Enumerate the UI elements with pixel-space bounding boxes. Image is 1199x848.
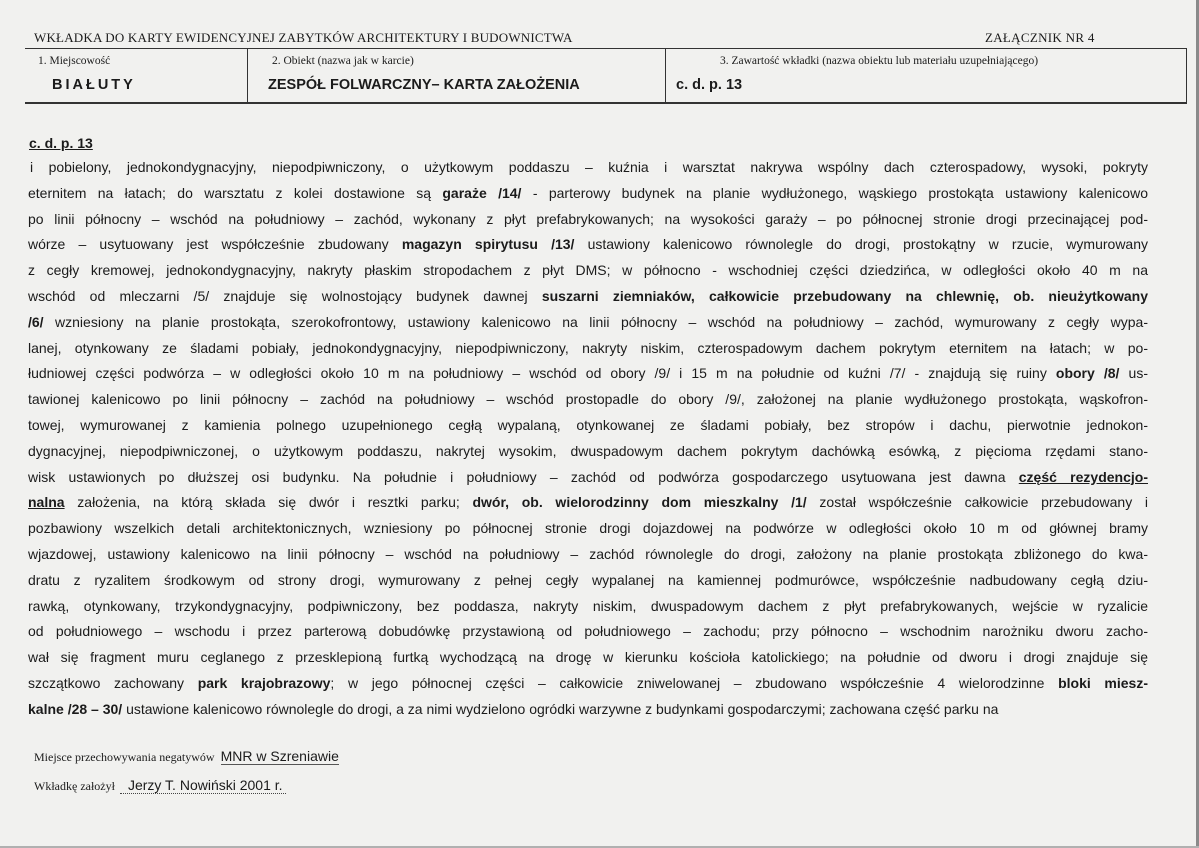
text-run: wzniesiony na planie prostokąta, szerokofrontowy, ustawiony kalenicowo na linii północny – wschód na południowy – zachód, wymurowany z cegły wypa- [43, 313, 1148, 330]
negatives-storage [34, 748, 339, 765]
text-line [28, 490, 1148, 516]
content-label: 3. Zawartość wkładki (nazwa obiektu lub materiału uzupełniającego) [720, 55, 1039, 67]
content-value: c. d. p. 13 [676, 77, 743, 93]
text-run: z cegły kremowej, jednokondygnacyjny, nakryty płaskim stropodachem z płyt DMS; w północno - wschodniej części dziedzińca, w odległości około 40 m na [28, 262, 1148, 279]
text-line [28, 516, 1148, 542]
text-run: założenia, na którą składa się dwór i resztki parku; [64, 494, 473, 511]
attachment-number: ZAŁĄCZNIK NR 4 [985, 30, 1095, 45]
text-run: od południowego – wschodu i przez parterową dobudówkę przystawioną od południowego – zachodu; przy północno – wschodnim narożniku dworu zacho- [28, 623, 1148, 640]
negatives-storage-label: Miejsce przechowywania negatywów [34, 750, 215, 764]
card-author-label: Wkładkę założył [34, 779, 115, 793]
text-run: - parterowy budynek na planie wydłużonego, wąskiego prostokąta ustawiony kalenicowo [521, 184, 1148, 201]
text-run: dratu z ryzalitem środkowym od strony drogi, wymurowany z pełnej cegły wypalanej na kamiennej podmurówce, współcześnie nadbudowany cegłą dziu- [28, 571, 1148, 588]
text-line [28, 207, 1148, 233]
text-run: dygnacyjnej, niepodpiwniczonej, o użytkowym poddaszu, nakrytej wysokim, dwuspadowym dachem pokrytym dachówką esówką, z pięcioma rzędami stano- [28, 442, 1148, 459]
form-title: WKŁADKA DO KARTY EWIDENCYJNEJ ZABYTKÓW ARCHITEKTURY I BUDOWNICTWA [34, 30, 573, 45]
locality-label: 1. Miejscowość [38, 55, 111, 67]
emphasized-term: bloki miesz- [1058, 674, 1148, 691]
text-line [28, 594, 1148, 620]
text-run: us- [1119, 365, 1148, 382]
text-line [28, 619, 1148, 645]
text-line [28, 671, 1148, 697]
text-line [28, 439, 1148, 465]
text-run: pozbawiony wszelkich detali architektonicznych, wzniesiony po północnej stronie drogi dojazdowej na podwórze w odległości około 10 m od głównej bramy [28, 520, 1148, 537]
negatives-storage-value: MNR w Szreniawie [220, 748, 339, 764]
object-label: 2. Obiekt (nazwa jak w karcie) [272, 55, 414, 67]
text-line [28, 697, 1148, 723]
text-run: ; w jego północnej części – całkowicie zniwelowanej – zbudowano współcześnie 4 wielorodzinne [330, 674, 1059, 691]
text-run: lanej, otynkowany ze śladami pobiały, jednokondygnacyjny, niepodpiwniczony, nakryty niskim, czterospadowym dachem pokrytym eternitem na łatach; w po- [28, 339, 1148, 356]
emphasized-term: obory /8/ [1055, 365, 1120, 382]
text-run: szczątkowo zachowany [28, 674, 198, 691]
emphasized-term: park krajobrazowy [197, 674, 331, 691]
text-run: eternitem na łatach; do warsztatu z kolei dostawione są [28, 184, 443, 201]
description-body [28, 136, 1148, 723]
text-run: wjazdowej, ustawiony kalenicowo na linii północny – wschód na południowy – zachód równolegle do drogi, założony na planie prostokąta zbliżonego do kwa- [28, 545, 1148, 562]
text-line [28, 336, 1148, 362]
emphasized-term: dwór, ob. wielorodzinny dom mieszkalny /1/ [472, 494, 807, 511]
continuation-heading: c. d. p. 13 [29, 135, 93, 151]
text-run: i pobielony, jednokondygnacyjny, niepodpiwniczony, o użytkowym poddaszu – kuźnia i warsztat nakrywa wspólny dach czterospadowy, wysoki, pokryty [30, 159, 1148, 175]
text-run: tawionej kalenicowo po linii północny – zachód na południowy – wschód prostopadle do obory /9/, założonej na planie wydłużonego prostokąta, wąskofron- [28, 391, 1148, 408]
emphasized-term: kalne /28 – 30/ [28, 700, 123, 717]
text-line [28, 310, 1148, 336]
emphasized-term: nalna [28, 494, 65, 511]
text-run: wórze – usytuowany jest współcześnie zbudowany [28, 236, 402, 253]
field-divider [247, 48, 248, 104]
card-author [34, 777, 286, 794]
object-value: ZESPÓŁ FOLWARCZNY– KARTA ZAŁOŻENIA [268, 77, 580, 93]
text-line [28, 645, 1148, 671]
text-line [28, 387, 1148, 413]
description-text [28, 155, 1148, 723]
text-line [28, 542, 1148, 568]
text-line [28, 465, 1148, 491]
text-line [28, 232, 1148, 258]
text-run: wschód od mleczarni /5/ znajduje się wolnostojący budynek dawnej [28, 287, 542, 304]
text-line [28, 181, 1148, 207]
text-run: został współcześnie całkowicie przebudowany i [806, 494, 1148, 511]
text-run: rawką, otynkowany, trzykondygnacyjny, podpiwniczony, bez poddasza, nakryty niskim, dwuspadowym dachem z płyt prefabrykowanych, wejście w ryzalicie [28, 597, 1148, 614]
field-divider [665, 48, 666, 104]
emphasized-term: garaże /14/ [442, 184, 522, 201]
text-run: po linii północny – wschód na południowy – zachód, wykonany z płyt prefabrykowanych; na wysokości garaży – po północnej stronie drogi przecinającej pod- [28, 210, 1148, 227]
text-line [28, 568, 1148, 594]
text-line [28, 361, 1148, 387]
text-line [28, 155, 1148, 181]
text-line [28, 413, 1148, 439]
emphasized-term: magazyn spirytusu /13/ [401, 236, 575, 253]
text-run: ustawiony kalenicowo równolegle do drogi, prostokątny w rzucie, wymurowany [574, 236, 1148, 253]
text-run: towej, wymurowanej z kamienia polnego uzupełnionego cegłą wypalaną, otynkowanej ze śladami pobiały, bez stropów i dachu, pierwotnie jednokon- [28, 416, 1148, 433]
text-line [28, 284, 1148, 310]
emphasized-term: część rezydencjo- [1018, 468, 1148, 485]
text-run: łudniowej części podwórza – w odległości około 10 m na południowy – wschód od obory /9/ i 15 m na południe od kuźni /7/ - znajdują się ruiny [28, 365, 1056, 382]
card-author-value: Jerzy T. Nowiński 2001 r. [120, 777, 286, 794]
emphasized-term: suszarni ziemniaków, całkowicie przebudowany na chlewnię, ob. nieużytkowany [541, 287, 1148, 304]
text-run: ustawione kalenicowo równolegle do drogi, a za nimi wydzielono ogródki warzywne z budynkami gospodarczymi; zachowana część parku na [122, 700, 999, 717]
text-run: wał się fragment muru ceglanego z przesklepioną furtką wychodzącą na drogę w kierunku kościoła katolickiego; na południe od dworu i drogi znajduje się [28, 649, 1148, 666]
text-line [28, 258, 1148, 284]
locality-value: BIAŁUTY [52, 77, 136, 93]
emphasized-term: /6/ [28, 313, 44, 330]
text-run: wisk ustawionych po dłuższej osi budynku. Na południe i południowy – zachód od podwórza gospodarczego usytuowana jest dawna [28, 468, 1019, 485]
